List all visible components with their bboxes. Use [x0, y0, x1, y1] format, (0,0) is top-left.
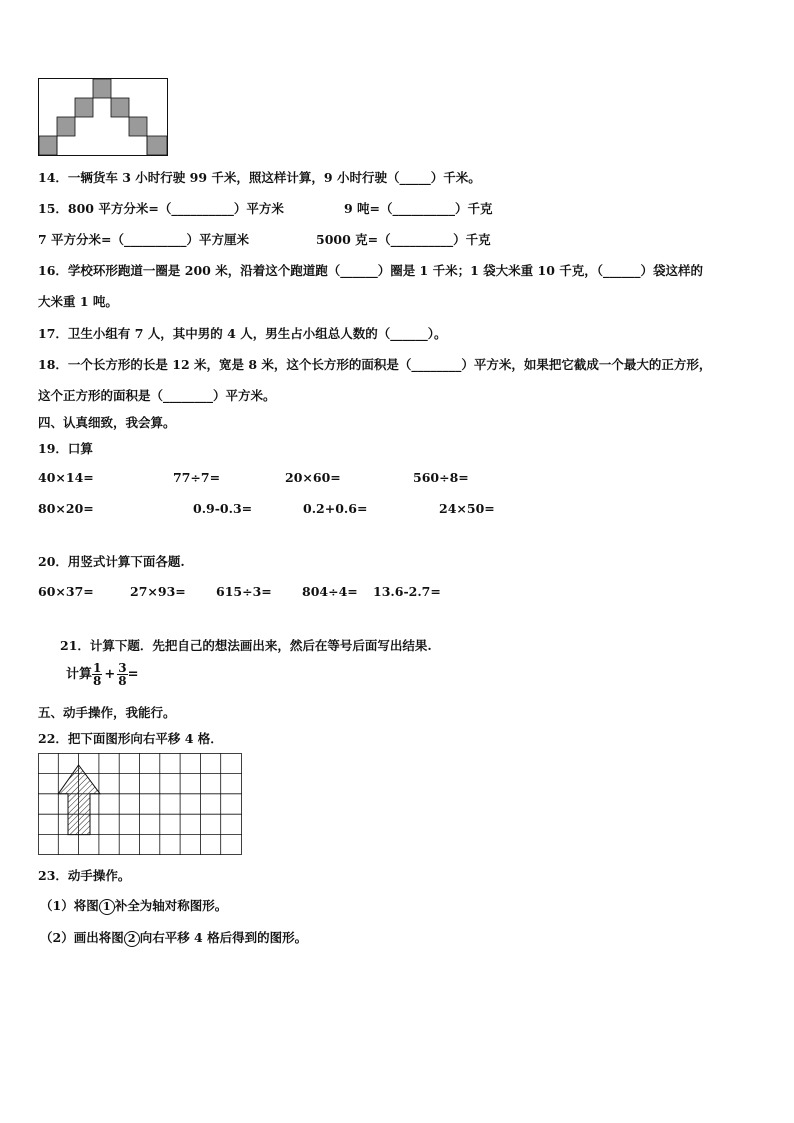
question-15a: 15．800 平方分米=（__________）平方米: [38, 201, 284, 216]
question-15c: 7 平方分米=（__________）平方厘米: [38, 232, 250, 247]
oral-calc-item: 24×50=: [439, 501, 495, 516]
question-15b: 9 吨=（__________）千克: [344, 201, 493, 216]
vertical-calc-item: 615÷3=: [216, 584, 272, 599]
oral-calc-item: 0.9-0.3=: [193, 501, 253, 516]
question-18-line2: 这个正方形的面积是（________）平方米。: [38, 388, 276, 403]
vertical-calc-item: 13.6-2.7=: [373, 584, 441, 599]
question-23-title: 23．动手操作。: [38, 868, 131, 883]
plus-sign: +: [104, 667, 116, 682]
fraction-three-eighths: $\frac{3}{8}$: [118, 661, 127, 688]
question-19-title: 19．口算: [38, 441, 93, 456]
section-5-heading: 五、动手操作，我能行。: [38, 705, 176, 720]
question-15d: 5000 克=（__________）千克: [316, 232, 491, 247]
question-16-line2: 大米重 1 吨。: [38, 294, 118, 309]
question-17: 17．卫生小组有 7 人，其中男的 4 人，男生占小组总人数的（______）。: [38, 326, 447, 341]
hatched-arrow-shape: [58, 765, 100, 835]
vertical-calc-item: 60×37=: [38, 584, 94, 599]
equals-sign: =: [127, 667, 139, 682]
oral-calc-item: 20×60=: [285, 470, 341, 485]
fraction-one-eighth: $\frac{1}{8}$: [93, 661, 102, 688]
figure-1-circled-number: 1: [99, 899, 115, 915]
oral-calc-item: 40×14=: [38, 470, 94, 485]
section-4-heading: 四、认真细致，我会算。: [38, 415, 176, 430]
staircase-figure: [38, 78, 168, 156]
question-20-title: 20．用竖式计算下面各题.: [38, 554, 185, 569]
vertical-calc-item: 804÷4=: [302, 584, 358, 599]
arrow-grid-figure: [38, 753, 243, 856]
oral-calc-item: 80×20=: [38, 501, 94, 516]
vertical-calc-item: 27×93=: [130, 584, 186, 599]
figure-2-circled-number: 2: [124, 931, 140, 947]
question-23-part2: （2）画出将图 2 向右平移 4 格后得到的图形。: [40, 930, 308, 945]
question-23-part1: （1）将图 1 补全为轴对称图形。: [40, 898, 228, 913]
question-21-text: 21．计算下题．先把自己的想法画出来，然后在等号后面写出结果.: [60, 638, 432, 653]
oral-calc-item: 77÷7=: [173, 470, 221, 485]
calc-prefix: 计算: [66, 667, 93, 682]
question-22: 22．把下面图形向右平移 4 格．: [38, 731, 223, 746]
question-14: 14．一辆货车 3 小时行驶 99 千米，照这样计算，9 小时行驶（_____）千米。: [38, 170, 481, 185]
oral-calc-item: 0.2+0.6=: [303, 501, 368, 516]
question-16-line1: 16．学校环形跑道一圈是 200 米，沿着这个跑道跑（______）圈是 1 千米；1 袋大米重 10 千克，（______）袋这样的: [38, 263, 703, 278]
oral-calc-item: 560÷8=: [413, 470, 469, 485]
fraction-expression: [66, 662, 139, 687]
question-18-line1: 18．一个长方形的长是 12 米，宽是 8 米，这个长方形的面积是（________）平方米，如果把它截成一个最大的正方形，: [38, 357, 712, 372]
